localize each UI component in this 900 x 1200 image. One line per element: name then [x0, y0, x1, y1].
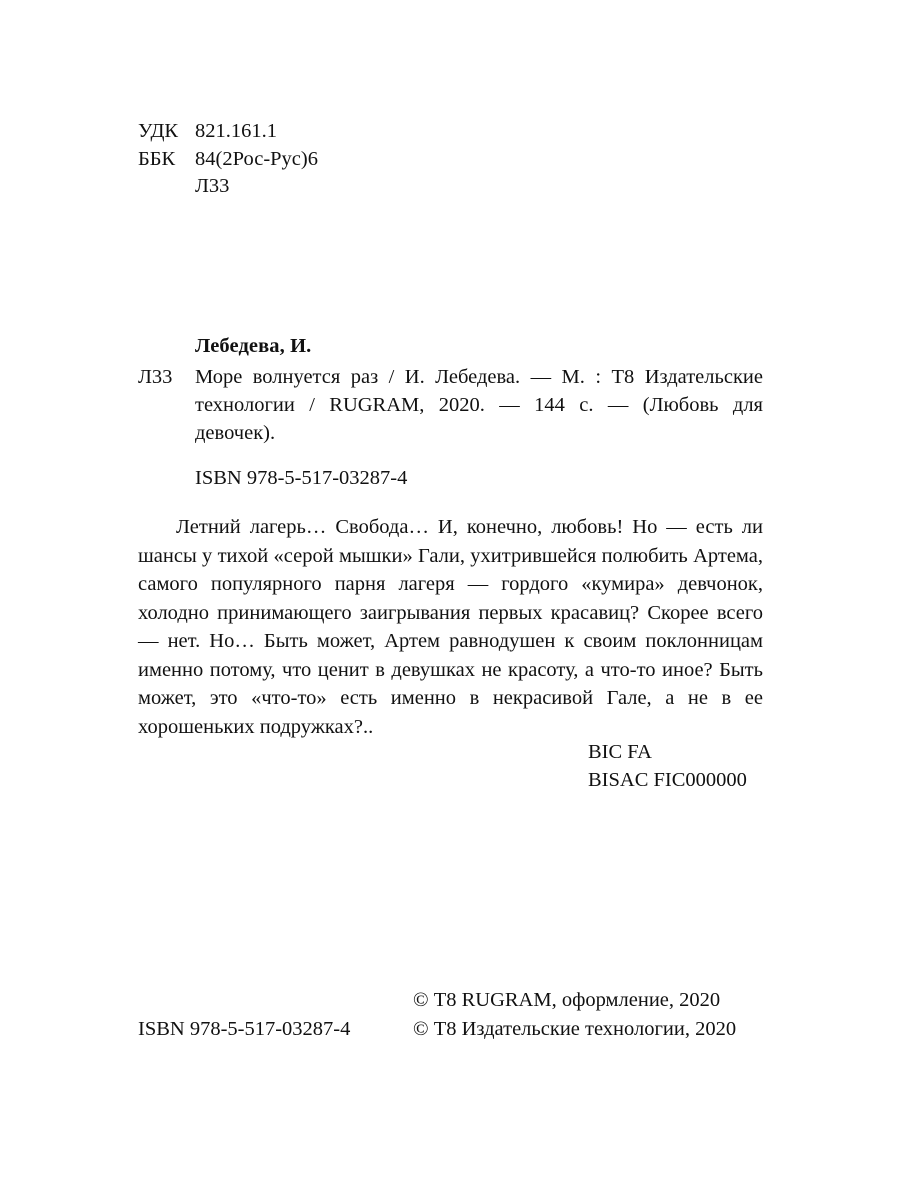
- udk-label: УДК: [138, 120, 179, 142]
- page-footer: [138, 986, 763, 1043]
- sigla-label: [138, 173, 195, 201]
- bisac-code: BISAC FIC000000: [588, 769, 747, 791]
- copyright-design: © Т8 RUGRAM, оформление, 2020: [413, 989, 721, 1011]
- record-body: [138, 363, 763, 447]
- record-sigla: Л33: [138, 366, 173, 388]
- copyright-publisher: © Т8 Издательские технологии, 2020: [413, 1017, 737, 1040]
- record-isbn: ISBN 978-5-517-03287-4: [195, 467, 408, 489]
- bibliographic-record: [138, 332, 763, 447]
- sigla-value: Л33: [195, 175, 230, 197]
- footer-isbn: ISBN 978-5-517-03287-4: [138, 1017, 351, 1040]
- subject-codes: [588, 738, 747, 794]
- bbk-label: ББК: [138, 147, 176, 170]
- footer-row-design: [138, 986, 763, 1015]
- classification-block: [138, 118, 318, 201]
- footer-row-publisher: [138, 1015, 763, 1044]
- book-annotation: Летний лагерь… Свобода… И, конечно, любовь! Но — есть ли шансы у тихой «серой мышки» Гали, ухитрившейся полюбить Артема, самого популярного парня лагеря — гордого «кумира» девчонок, холодно принимающего заигрывания первых красавиц? Скорее всего — нет. Но… Быть может, Артем равнодушен к своим поклонницам именно потому, что ценит в девушках не красоту, а что-то иное? Быть может, это «что-то» есть именно в некрасивой Гале, а не в ее хорошеньких подружках?..: [138, 516, 763, 738]
- record-description: Море волнуется раз / И. Лебедева. — М. : Т8 Издательские технологии / RUGRAM, 2020. — 144 с. — (Любовь для девочек).: [195, 366, 763, 444]
- udk-value: 821.161.1: [195, 120, 277, 142]
- record-author: Лебедева, И.: [195, 335, 312, 357]
- bbk-value: 84(2Рос-Рус)6: [195, 147, 318, 170]
- classification-row-bbk: [138, 146, 318, 174]
- classification-row-sigla: [138, 173, 318, 201]
- bic-code: BIC FA: [588, 741, 652, 763]
- classification-row-udk: [138, 118, 318, 146]
